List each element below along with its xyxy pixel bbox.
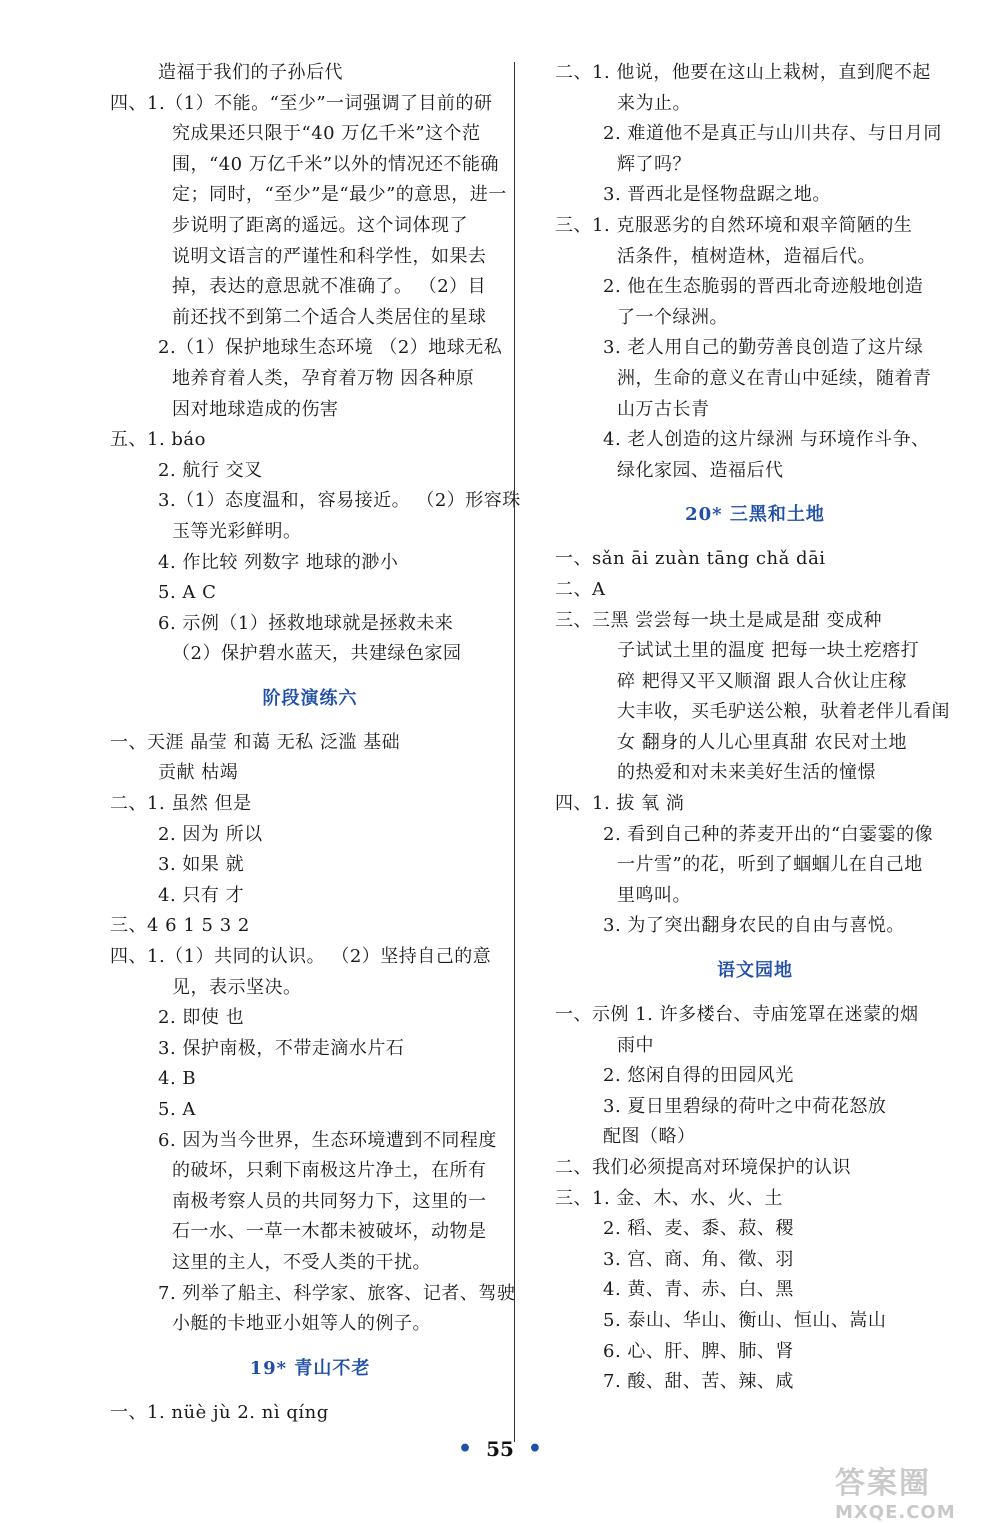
answer-line: 见，表示坚决。 xyxy=(172,976,302,998)
answer-line: 6. 心、肝、脾、肺、肾 xyxy=(603,1340,794,1362)
answer-line: 地养育着人类，孕育着万物 因各种原 xyxy=(172,367,475,389)
page-number: 55 xyxy=(486,1437,514,1461)
answer-line: 这里的主人，不受人类的干扰。 xyxy=(172,1251,431,1273)
answer-line: 说明文语言的严谨性和科学性，如果去 xyxy=(172,245,487,267)
section-title: 19* 青山不老 xyxy=(249,1357,371,1379)
answer-line: 步说明了距离的遥远。这个词体现了 xyxy=(172,214,468,236)
answer-line: 贡献 枯竭 xyxy=(158,762,239,784)
answer-line: 3. 保护南极，不带走滴水片石 xyxy=(158,1037,405,1059)
answer-line: 辉了吗？ xyxy=(617,153,691,175)
answer-line: 山万古长青 xyxy=(617,398,710,420)
answer-line: 三、1. 克服恶劣的自然环境和艰辛简陋的生 xyxy=(555,214,913,236)
watermark-logo xyxy=(835,1458,985,1523)
column-divider xyxy=(514,62,515,1442)
answer-line: 四、1.（1）共同的认识。 （2）坚持自己的意 xyxy=(110,946,492,968)
answer-line: 大丰收，买毛驴送公粮，驮着老伴儿看闺 xyxy=(617,701,950,723)
answer-line: 来为止。 xyxy=(617,92,691,114)
answer-line: 四、1. 拔 氧 淌 xyxy=(555,793,685,815)
answer-line: 二、我们必须提高对环境保护的认识 xyxy=(555,1157,851,1178)
answer-line: 玉等光彩鲜明。 xyxy=(172,520,302,542)
answer-line: 2. 悠闲自得的田园风光 xyxy=(603,1065,794,1087)
answer-line: 一片雪”的花，听到了蝈蝈儿在自己地 xyxy=(617,854,923,876)
answer-line: 2. 难道他不是真正与山川共存、与日月同 xyxy=(603,123,942,145)
answer-line: 3. 如果 就 xyxy=(158,854,245,876)
answer-line: 洲，生命的意义在青山中延续，随着青 xyxy=(617,367,932,389)
answer-line: 小艇的卡地亚小姐等人的例子。 xyxy=(172,1313,431,1335)
answer-line: 4. 老人创造的这片绿洲 与环境作斗争、 xyxy=(603,429,930,451)
answer-line: 7. 列举了船主、科学家、旅客、记者、驾驶 xyxy=(158,1282,516,1304)
answer-line: 3. 老人用自己的勤劳善良创造了这片绿 xyxy=(603,337,924,359)
answer-line: 4. 只有 才 xyxy=(158,884,245,906)
answer-line: 2.（1）保护地球生态环境 （2）地球无私 xyxy=(158,337,503,359)
answer-line: 2. 因为 所以 xyxy=(158,823,263,845)
answer-line: 围，“40 万亿千米”以外的情况还不能确 xyxy=(172,153,500,175)
answer-line: 2. 即使 也 xyxy=(158,1007,245,1029)
answer-line: 4. B xyxy=(158,1068,197,1090)
answer-line: 了一个绿洲。 xyxy=(617,306,728,328)
answer-line: 6. 因为当今世界，生态环境遭到不同程度 xyxy=(158,1129,497,1151)
answer-line: 2. 他在生态脆弱的晋西北奇迹般地创造 xyxy=(603,276,924,298)
answer-line: 子试试土里的温度 把每一块土疙瘩打 xyxy=(617,640,920,662)
answer-line: 二、1. 他说，他要在这山上栽树，直到爬不起 xyxy=(555,62,931,83)
answer-line: 造福于我们的子孙后代 xyxy=(158,62,343,83)
answer-line: 女 翻身的人儿心里真甜 农民对土地 xyxy=(617,731,907,753)
answer-line: 4. 黄、青、赤、白、黑 xyxy=(603,1279,794,1301)
answer-line: 2. 看到自己种的荞麦开出的“白霎霎的像 xyxy=(603,823,934,845)
answer-line: 一、示例 1. 许多楼台、寺庙笼罩在迷蒙的烟 xyxy=(555,1004,919,1026)
right-column xyxy=(555,58,955,1398)
watermark-text: 答案圈 xyxy=(835,1466,931,1501)
answer-line: 三、1. 金、木、水、火、土 xyxy=(555,1187,783,1209)
answer-line: 3. 宫、商、角、徵、羽 xyxy=(603,1248,794,1270)
answer-line: 前还找不到第二个适合人类居住的星球 xyxy=(172,306,487,328)
answer-line: 6. 示例（1）拯救地球就是拯救未来 xyxy=(158,612,454,634)
answer-line: 二、A xyxy=(555,578,606,600)
answer-line: 的热爱和对未来美好生活的憧憬 xyxy=(617,762,876,784)
answer-line: 3. 夏日里碧绿的荷叶之中荷花怒放 xyxy=(603,1095,887,1117)
answer-line: 的破坏，只剩下南极这片净土，在所有 xyxy=(172,1160,487,1182)
answer-line: 碎 耙得又平又顺溜 跟人合伙让庄稼 xyxy=(617,670,907,692)
answer-line: 究成果还只限于“40 万亿千米”这个范 xyxy=(172,123,481,145)
answer-line: 雨中 xyxy=(617,1034,654,1056)
watermark-url: MXQE.COM xyxy=(835,1502,956,1523)
footer-dot-right: • xyxy=(527,1436,542,1462)
answer-line: （2）保护碧水蓝天，共建绿色家园 xyxy=(172,643,462,665)
section-title: 阶段演练六 xyxy=(262,687,358,709)
answer-line: 三、三黑 尝尝每一块土是咸是甜 变成种 xyxy=(555,609,882,631)
left-column xyxy=(110,58,521,1428)
answer-line: 2. 稻、麦、黍、菽、稷 xyxy=(603,1218,794,1240)
answer-line: 三、4 6 1 5 3 2 xyxy=(110,915,250,937)
footer-dot-left: • xyxy=(458,1436,473,1462)
answer-line: 一、天涯 晶莹 和蔼 无私 泛滥 基础 xyxy=(110,731,401,753)
answer-line: 五、1. báo xyxy=(110,429,206,451)
answer-line: 2. 航行 交叉 xyxy=(158,459,263,481)
answer-line: 石一水、一草一木都未被破坏，动物是 xyxy=(172,1221,487,1243)
answer-line: 配图（略） xyxy=(603,1126,696,1148)
answer-line: 5. A C xyxy=(158,582,217,604)
answer-line: 4. 作比较 列数字 地球的渺小 xyxy=(158,551,399,573)
answer-line: 3. 为了突出翻身农民的自由与喜悦。 xyxy=(603,915,905,937)
answer-line: 一、1. nüè jù 2. nì qíng xyxy=(110,1401,329,1423)
answer-line: 活条件，植树造林，造福后代。 xyxy=(617,245,876,267)
section-title: 20* 三黑和土地 xyxy=(685,504,825,526)
answer-line: 一、sǎn āi zuàn tāng chǎ dāi xyxy=(555,548,826,570)
answer-line: 3.（1）态度温和，容易接近。 （2）形容珠 xyxy=(158,490,521,512)
answer-line: 因对地球造成的伤害 xyxy=(172,398,339,420)
answer-line: 南极考察人员的共同努力下，这里的一 xyxy=(172,1190,487,1212)
answer-line: 3. 晋西北是怪物盘踞之地。 xyxy=(603,184,831,206)
section-title: 语文园地 xyxy=(717,960,793,982)
answer-line: 绿化家园、造福后代 xyxy=(617,459,784,481)
answer-line: 四、1.（1）不能。“至少”一词强调了目前的研 xyxy=(110,92,493,114)
answer-line: 里鸣叫。 xyxy=(617,884,691,906)
answer-line: 二、1. 虽然 但是 xyxy=(110,793,252,815)
answer-line: 定；同时，“至少”是“最少”的意思，进一 xyxy=(172,184,507,206)
answer-line: 5. 泰山、华山、衡山、恒山、嵩山 xyxy=(603,1309,887,1331)
answer-line: 5. A xyxy=(158,1099,196,1120)
answer-line: 掉，表达的意思就不准确了。 （2）目 xyxy=(172,276,487,298)
answer-line: 7. 酸、甜、苦、辣、咸 xyxy=(603,1371,794,1393)
